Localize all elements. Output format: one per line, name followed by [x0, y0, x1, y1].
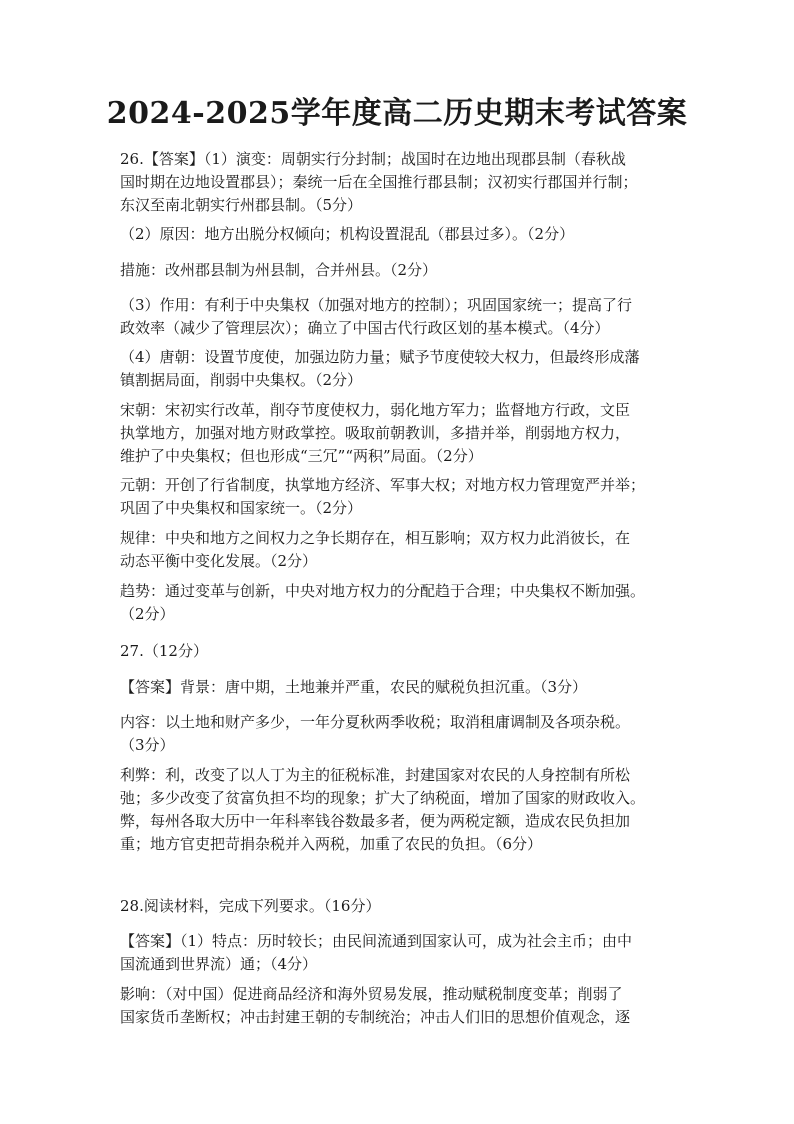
- q26-answer-yuan: [120, 474, 685, 520]
- q27-answer-background: [120, 676, 685, 699]
- text-line: 弊，每州各取大历中一年科率钱谷数最多者，便为两税定额，造成农民负担加: [120, 812, 631, 830]
- q26-answer-part2-reason: [120, 223, 685, 246]
- text-line: 东汉至南北朝实行州郡县制。（5分）: [120, 196, 363, 214]
- text-line: 弛；多少改变了贫富负担不均的现象；扩大了纳税面，增加了国家的财政收入。: [120, 789, 646, 807]
- text-line: 规律：中央和地方之间权力之争长期存在，相互影响；双方权力此消彼长，在: [120, 529, 631, 547]
- q26-answer-part3: [120, 294, 685, 340]
- text-line: 元朝：开创了行省制度，执掌地方经济、军事大权；对地方权力管理宽严并举；: [120, 476, 646, 494]
- q27-answer-pros-cons: [120, 764, 685, 856]
- q27-answer-content: [120, 711, 685, 757]
- text-line: 【答案】背景：唐中期，土地兼并严重，农民的赋税负担沉重。（3分）: [120, 678, 588, 696]
- text-line: 国时期在边地设置郡县）；秦统一后在全国推行郡县制；汉初实行郡国并行制；: [120, 173, 638, 191]
- text-line: 【答案】（1）特点：历时较长；由民间流通到国家认可，成为社会主币；由中: [120, 932, 633, 950]
- text-line: 重；地方官吏把苛捐杂税并入两税，加重了农民的负担。（6分）: [120, 835, 543, 853]
- q26-answer-part4-tang: [120, 346, 685, 392]
- text-line: 趋势：通过变革与创新，中央对地方权力的分配趋于合理；中央集权不断加强。: [120, 582, 646, 600]
- q26-answer-part2-measure: [120, 259, 685, 282]
- text-line: 国家货币垄断权；冲击封建王朝的专制统治；冲击人们旧的思想价值观念，逐: [120, 1008, 631, 1026]
- text-line: 利弊：利，改变了以人丁为主的征税标准，封建国家对农民的人身控制有所松: [120, 766, 631, 784]
- text-line: 26.【答案】（1）演变：周朝实行分封制；战国时在边地出现郡县制（春秋战: [120, 150, 626, 168]
- text-line: 内容：以土地和财产多少，一年分夏秋两季收税；取消租庸调制及各项杂税。: [120, 713, 631, 731]
- text-line: 镇割据局面，削弱中央集权。（2分）: [120, 371, 363, 389]
- text-line: （3分）: [120, 736, 175, 754]
- q26-answer-part1: [120, 148, 685, 217]
- text-line: 执掌地方，加强对地方财政掌控。吸取前朝教训，多措并举，削弱地方权力，: [120, 424, 631, 442]
- text-line: 巩固了中央集权和国家统一。（2分）: [120, 499, 363, 517]
- q26-answer-trend: [120, 580, 685, 626]
- q27-heading: [120, 640, 685, 663]
- text-line: 政效率（减少了管理层次）；确立了中国古代行政区划的基本模式。（4分）: [120, 319, 610, 337]
- text-line: （3）作用：有利于中央集权（加强对地方的控制）；巩固国家统一；提高了行: [120, 296, 633, 314]
- text-line: （4）唐朝：设置节度使，加强边防力量；赋予节度使较大权力，但最终形成藩: [120, 348, 640, 366]
- text-line: 国流通到世界流）通；（4分）: [120, 955, 318, 973]
- q28-answer-part1: [120, 930, 685, 976]
- text-line: 动态平衡中变化发展。（2分）: [120, 552, 318, 570]
- text-line: 28.阅读材料，完成下列要求。（16分）: [120, 897, 381, 915]
- page-title: 2024-2025学年度高二历史期末考试答案: [106, 96, 688, 131]
- text-line: 维护了中央集权；但也形成“三冗”“两积”局面。（2分）: [120, 447, 483, 465]
- text-line: 措施：改州郡县制为州县制，合并州县。（2分）: [120, 261, 438, 279]
- text-line: （2）原因：地方出脱分权倾向；机构设置混乱（郡县过多）。（2分）: [120, 225, 575, 243]
- q26-answer-song: [120, 399, 685, 468]
- text-line: （2分）: [120, 605, 175, 623]
- q28-answer-impact: [120, 983, 685, 1029]
- text-line: 宋朝：宋初实行改革，削夺节度使权力，弱化地方军力；监督地方行政，文臣: [120, 401, 631, 419]
- q28-heading: [120, 895, 685, 918]
- text-line: 影响：（对中国）促进商品经济和海外贸易发展，推动赋税制度变革；削弱了: [120, 985, 623, 1003]
- q26-answer-pattern: [120, 527, 685, 573]
- text-line: 27.（12分）: [120, 642, 208, 660]
